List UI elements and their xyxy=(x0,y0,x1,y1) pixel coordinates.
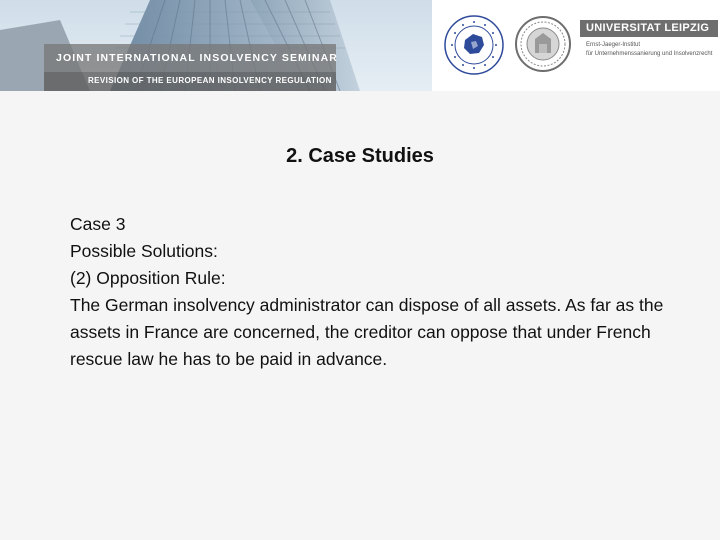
slide-header xyxy=(0,0,720,91)
content-line: (2) Opposition Rule: xyxy=(70,268,226,288)
insol-europe-logo xyxy=(443,14,505,81)
university-institute-line2: für Unternehmenssanierung und Insolvenzrecht xyxy=(586,51,713,57)
seminar-title: JOINT INTERNATIONAL INSOLVENCY SEMINAR xyxy=(56,52,338,64)
slide-title: 2. Case Studies xyxy=(286,145,434,167)
content-line: Case 3 xyxy=(70,214,126,234)
seminar-subtitle: REVISION OF THE EUROPEAN INSOLVENCY REGULATION xyxy=(88,76,332,85)
seminar-title-banner xyxy=(44,44,336,72)
university-name: UNIVERSITAT LEIPZIG xyxy=(586,22,710,34)
slide-content xyxy=(70,211,670,373)
university-seal-logo xyxy=(514,15,572,78)
university-name-box xyxy=(580,20,718,37)
university-leipzig-logo xyxy=(580,14,718,80)
content-line: Possible Solutions: xyxy=(70,241,218,261)
university-institute-line1: Ernst-Jaeger-Institut xyxy=(586,42,641,48)
seminar-subtitle-banner xyxy=(44,72,336,91)
content-paragraph: The German insolvency administrator can dispose of all assets. As far as the assets in France are concerned, the creditor can oppose that under French rescue law he has to be paid in advance. xyxy=(70,295,664,369)
building-photo xyxy=(0,0,432,91)
